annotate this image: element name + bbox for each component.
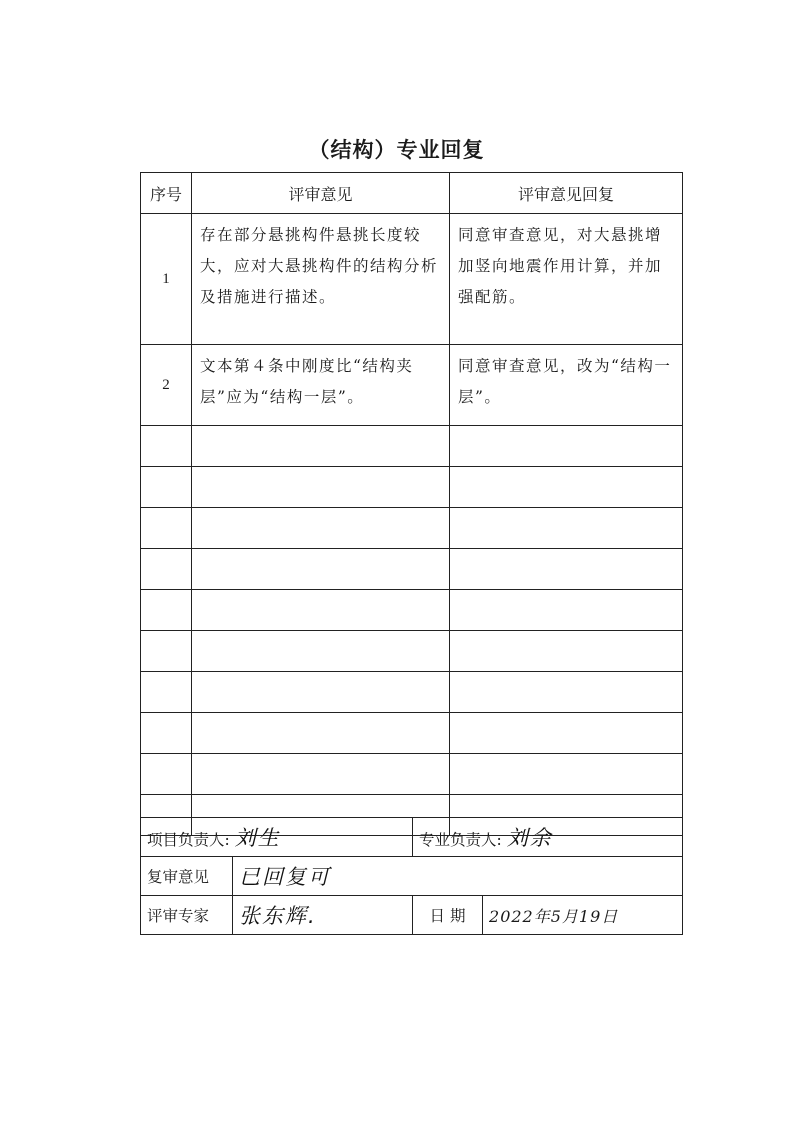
- empty-row: [141, 426, 683, 467]
- specialty-lead-label: 专业负责人:: [419, 831, 502, 849]
- row-opinion: 存在部分悬挑构件悬挑长度较大，应对大悬挑构件的结构分析及措施进行描述。: [192, 214, 450, 345]
- expert-signature: 张东辉.: [239, 904, 317, 928]
- empty-row: [141, 713, 683, 754]
- recheck-value: 已回复可: [239, 865, 331, 889]
- table-row: [141, 345, 683, 426]
- row-opinion: 文本第４条中刚度比“结构夹层”应为“结构一层”。: [192, 345, 450, 426]
- recheck-value-cell: [233, 857, 683, 896]
- expert-label: 评审专家: [141, 896, 233, 935]
- empty-row: [141, 549, 683, 590]
- leads-row: [141, 818, 683, 857]
- table-header-row: [141, 173, 683, 214]
- row-num: 1: [141, 214, 192, 345]
- empty-row: [141, 672, 683, 713]
- row-num: 2: [141, 345, 192, 426]
- date-label: 日 期: [413, 896, 483, 935]
- signature-table: [140, 817, 683, 935]
- expert-signature-cell: [233, 896, 413, 935]
- table-row: [141, 214, 683, 345]
- empty-row: [141, 467, 683, 508]
- header-reply: 评审意见回复: [450, 173, 683, 214]
- specialty-lead-cell: [413, 818, 683, 857]
- date-cell: [483, 896, 683, 935]
- recheck-label: 复审意见: [141, 857, 233, 896]
- review-table: [140, 172, 683, 836]
- empty-row: [141, 590, 683, 631]
- recheck-row: [141, 857, 683, 896]
- row-reply: 同意审查意见，改为“结构一层”。: [450, 345, 683, 426]
- empty-row: [141, 631, 683, 672]
- row-reply: 同意审查意见，对大悬挑增加竖向地震作用计算，并加强配筋。: [450, 214, 683, 345]
- header-opinion: 评审意见: [192, 173, 450, 214]
- project-lead-cell: [141, 818, 413, 857]
- project-lead-signature: 刘生: [234, 826, 281, 850]
- empty-row: [141, 508, 683, 549]
- empty-row: [141, 754, 683, 795]
- project-lead-label: 项目负责人:: [147, 831, 230, 849]
- specialty-lead-signature: 刘余: [506, 826, 553, 850]
- expert-row: [141, 896, 683, 935]
- page-title: （结构）专业回复: [308, 138, 485, 162]
- header-num: 序号: [141, 173, 192, 214]
- date-value: 2022年5月19日: [489, 906, 619, 926]
